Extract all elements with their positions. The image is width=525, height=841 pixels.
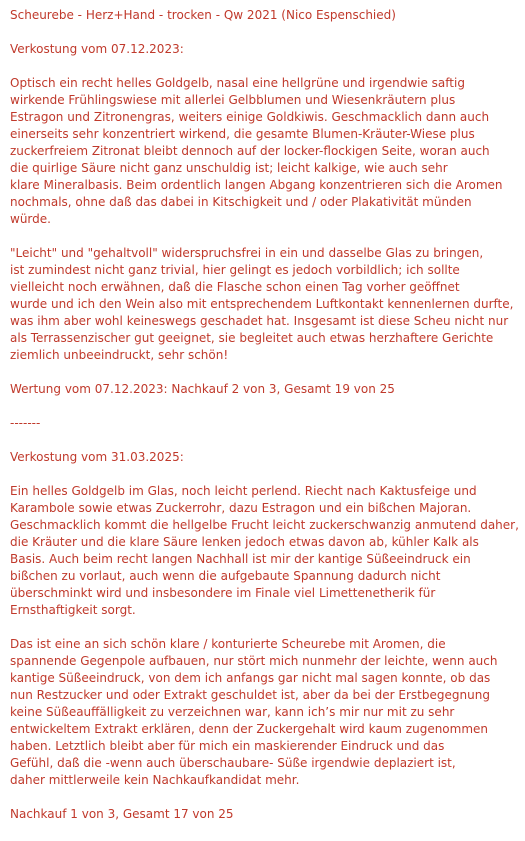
tasting-2-rating: Nachkauf 1 von 3, Gesamt 17 von 25 xyxy=(10,807,234,821)
tasting-2-paragraph-2: Das ist eine an sich schön klare / konturierte Scheurebe mit Aromen, die spannende Gegenpole aufbauen, nur stört mich nunmehr der leichte, wenn auch kantige Süßeeindruck, von dem ich anfangs gar nicht mal sagen konnte, ob das nun Restzucker und oder Extrakt geschuldet ist, aber da bei der Erstbegegnung keine Süßeauffälligkeit zu verzeichnen war, kann ich’s mir nur mit zu sehr entwickeltem Extrakt erklären, denn der Zuckergehalt wird kaum zugenommen haben. Letztlich bleibt aber für mich ein maskierender Eindruck und das Gefühl, daß die -wenn auch überschaubare- Süße irgendwie deplaziert ist, daher mittlerweile kein Nachkaufkandidat mehr. xyxy=(10,637,498,787)
tasting-1-paragraph-1: Optisch ein recht helles Goldgelb, nasal eine hellgrüne und irgendwie saftig wirkende Frühlingswiese mit allerlei Gelbblumen und Wiesenkräutern plus Estragon und Zitronengras, weiters einige Goldkiwis. Geschmacklich dann auch einerseits sehr konzentriert wirkend, die gesamte Blumen-Kräuter-Wiese plus zuckerfreiem Zitronat bleibt dennoch auf der locker-flockigen Seite, woran auch die quirlige Säure nicht ganz unschuldig ist; leicht kalkige, wie auch sehr klare Mineralbasis. Beim ordentlich langen Abgang konzentrieren sich die Aromen nochmals, ohne daß das dabei in Kitschigkeit und / oder Plakativität münden würde. xyxy=(10,76,503,226)
separator: ------- xyxy=(10,416,41,430)
tasting-1-paragraph-2: "Leicht" und "gehaltvoll" widerspruchsfrei in ein und dasselbe Glas zu bringen, ist zumindest nicht ganz trivial, hier gelingt es jedoch vorbildlich; ich sollte vielleicht noch erwähnen, daß die Flasche schon einen Tag vorher geöffnet wurde und ich den Wein also mit entsprechendem Luftkontakt kennenlernen durfte, was ihm aber wohl keineswegs geschadet hat. Insgesamt ist diese Scheu nicht nur als Terrassenzischer gut geeignet, sie begleitet auch etwas herzhaftere Gerichte ziemlich unbeeindruckt, sehr schön! xyxy=(10,246,514,362)
review-document xyxy=(10,7,522,823)
tasting-2-paragraph-1: Ein helles Goldgelb im Glas, noch leicht perlend. Riecht nach Kaktusfeige und Karambole sowie etwas Zuckerrohr, dazu Estragon und ein bißchen Majoran. Geschmacklich kommt die hellgelbe Frucht leicht zuckerschwanzig anmutend daher, die Kräuter und die klare Säure lenken jedoch etwas davon ab, kühler Kalk als Basis. Auch beim recht langen Nachhall ist mir der kantige Süßeeindruck ein bißchen zu vorlaut, auch wenn die aufgebaute Spannung dadurch nicht überschminkt wird und insbesondere im Finale viel Limettenetherik für Ernsthaftigkeit sorgt. xyxy=(10,484,519,617)
tasting-1-heading: Verkostung vom 07.12.2023: xyxy=(10,42,184,56)
tasting-1-rating: Wertung vom 07.12.2023: Nachkauf 2 von 3, Gesamt 19 von 25 xyxy=(10,382,395,396)
tasting-2-heading: Verkostung vom 31.03.2025: xyxy=(10,450,184,464)
wine-title: Scheurebe - Herz+Hand - trocken - Qw 2021 (Nico Espenschied) xyxy=(10,8,396,22)
